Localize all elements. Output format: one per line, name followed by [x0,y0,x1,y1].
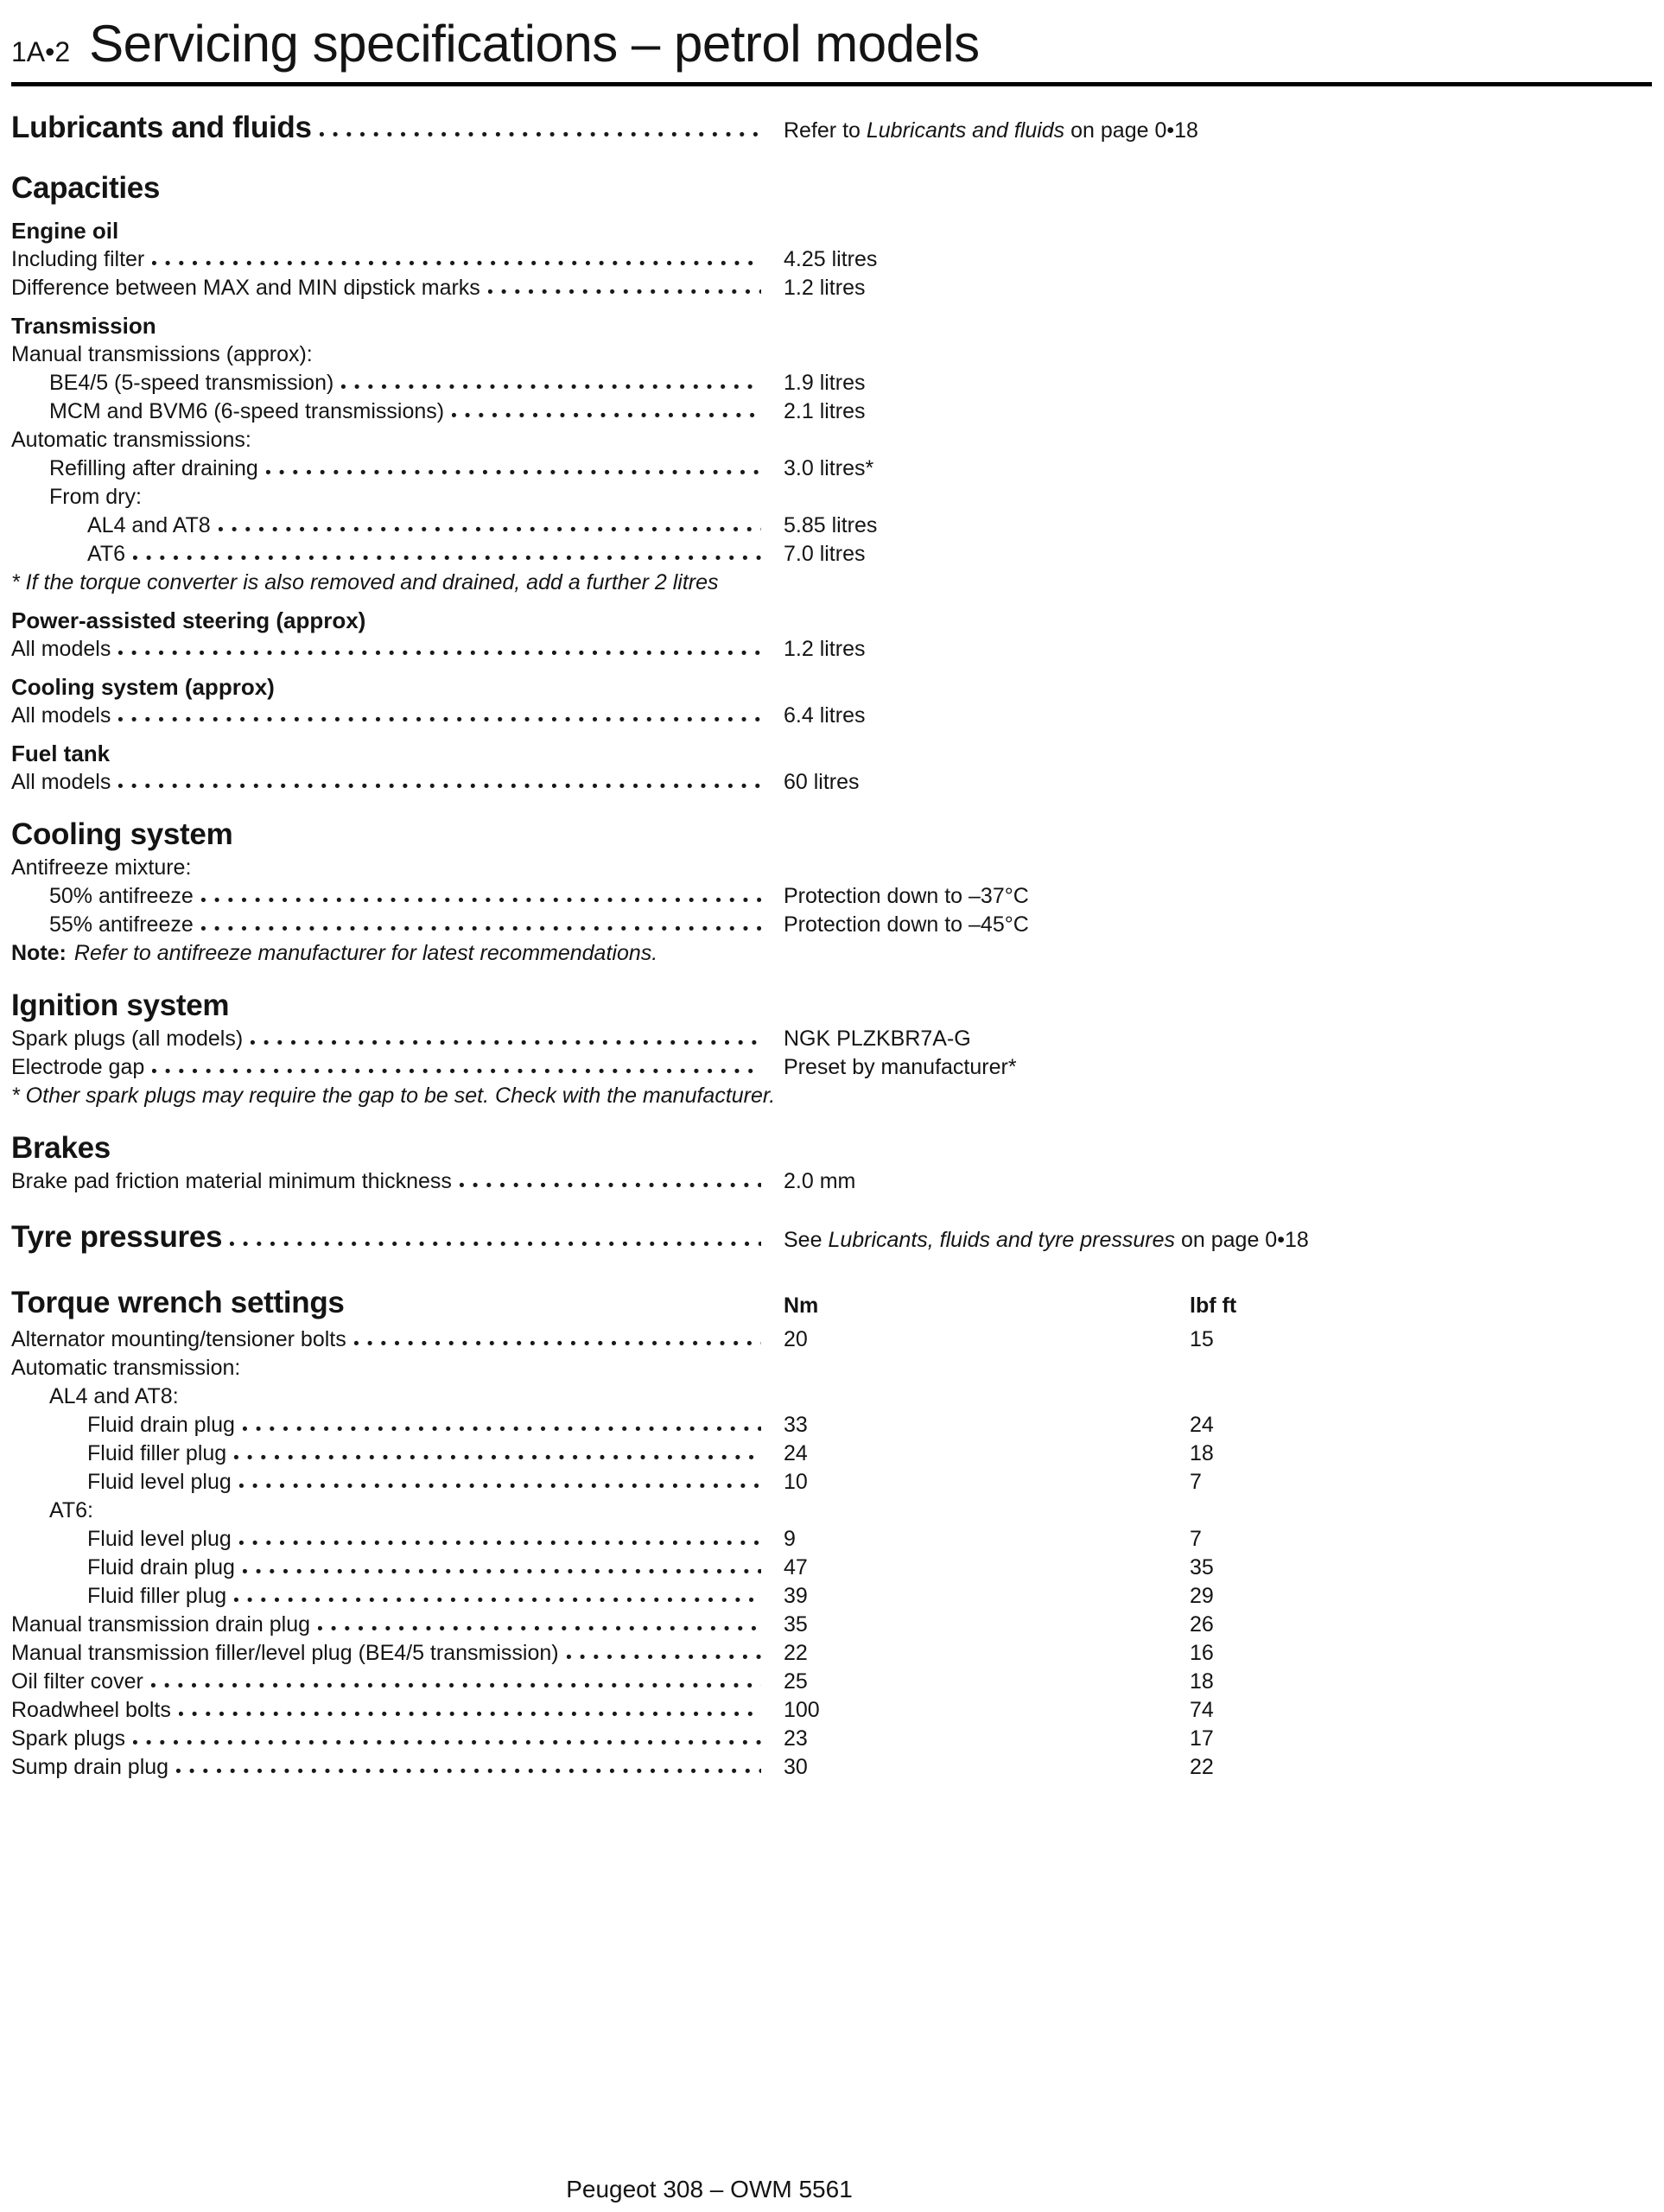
spec-label: Refilling after draining [49,456,258,480]
nm-value: 35 [784,1612,808,1637]
nm-value: 20 [784,1327,808,1351]
spec-row [11,702,1652,730]
label-zone [11,1411,784,1440]
label-zone [11,1468,784,1497]
label-zone [11,1354,784,1382]
label-zone [11,1325,784,1354]
torque-row [11,1325,1652,1354]
page-number: 1A•2 [11,36,71,67]
subsection-heading: Fuel tank [11,741,111,766]
page-title: Servicing specifications – petrol models [89,15,980,73]
leader-dots [341,384,761,390]
section-heading: Lubricants and fluids [11,111,312,144]
spec-label: Spark plugs (all models) [11,1027,244,1051]
nm-value: 100 [784,1698,820,1722]
section-heading: Brakes [11,1131,111,1165]
lbfft-value: 7 [1190,1527,1202,1551]
label-zone [11,454,784,483]
leader-dots [239,1483,761,1489]
leader-dots [320,131,761,137]
section-heading: Ignition system [11,988,230,1022]
torque-row [11,1668,1652,1696]
nm-value: 24 [784,1441,808,1465]
spec-label: All models [11,770,111,794]
lbfft-value: 17 [1190,1726,1214,1751]
label-zone [11,340,784,369]
torque-row [11,1440,1652,1468]
label-zone [11,740,784,768]
spec-row [11,108,1652,150]
spec-value: 7.0 litres [784,542,866,566]
group-label-row [11,1354,1652,1382]
label-zone [11,108,784,148]
spec-value: 3.0 litres* [784,456,874,480]
label-zone [11,607,784,635]
spec-label: All models [11,703,111,728]
leader-dots [118,783,761,789]
lbfft-column-header: lbf ft [1190,1294,1237,1318]
spec-value: Preset by manufacturer* [784,1055,1017,1079]
subsection-heading: Transmission [11,313,156,339]
leader-dots [460,1182,761,1188]
label-zone [11,274,784,302]
label-zone [11,911,784,939]
torque-label: Alternator mounting/tensioner bolts [11,1327,346,1351]
lbfft-value: 7 [1190,1470,1202,1494]
torque-row [11,1639,1652,1668]
spec-value: 60 litres [784,770,860,794]
label-zone [11,540,784,569]
spec-label: 55% antifreeze [49,912,194,937]
spec-row [11,512,1652,540]
section-heading-row [11,169,1652,207]
spec-row [11,1167,1652,1196]
torque-label: Manual transmission filler/level plug (BE4/5 transmission) [11,1641,559,1665]
group-label-row [11,340,1652,369]
footnote: * If the torque converter is also removed and drained, add a further 2 litres [11,570,719,594]
note-row [11,939,1652,968]
leader-dots [266,469,761,475]
leader-dots [234,1454,761,1460]
spec-row [11,1025,1652,1053]
subsection-heading-row [11,217,1652,245]
subsection-heading-row [11,312,1652,340]
label-zone [11,1639,784,1668]
spec-row [11,540,1652,569]
section-heading: Capacities [11,171,161,205]
section-heading: Cooling system [11,817,233,851]
leader-dots [219,526,761,532]
spec-value: 6.4 litres [784,703,866,728]
torque-heading: Torque wrench settings [11,1286,345,1319]
spec-value [784,111,1198,150]
group-label: Manual transmissions (approx): [11,342,313,366]
lbfft-value: 18 [1190,1441,1214,1465]
torque-row [11,1411,1652,1440]
label-zone [11,1497,784,1525]
leader-dots [239,1540,761,1546]
spec-value: 1.2 litres [784,637,866,661]
subsection-heading: Engine oil [11,218,119,244]
label-zone [11,1525,784,1554]
spec-row [11,454,1652,483]
spec-row [11,1053,1652,1082]
leader-dots [243,1426,761,1432]
leader-dots [230,1241,761,1247]
spec-value: 1.9 litres [784,371,866,395]
label-zone [11,702,784,730]
spec-row [11,245,1652,274]
lbfft-value: 16 [1190,1641,1214,1665]
leader-dots [176,1768,761,1774]
label-zone [11,854,784,882]
section-heading-row [11,987,1652,1025]
leader-dots [151,1682,761,1688]
subsection-heading: Power-assisted steering (approx) [11,607,366,633]
torque-row [11,1611,1652,1639]
lbfft-value: 22 [1190,1755,1214,1779]
lbfft-value: 18 [1190,1669,1214,1694]
value-text: on page 0•18 [1175,1228,1309,1252]
label-zone [11,245,784,274]
spec-row [11,1217,1652,1260]
leader-dots [152,1068,761,1074]
label-zone [11,768,784,797]
lbfft-value: 29 [1190,1584,1214,1608]
label-zone [11,217,784,245]
group-label: Automatic transmissions: [11,428,251,452]
leader-dots [251,1039,761,1046]
leader-dots [133,1739,761,1745]
note-prefix: Note: [11,941,67,965]
leader-dots [179,1711,761,1717]
label-zone [11,1053,784,1082]
leader-dots [234,1597,761,1603]
label-zone [11,397,784,426]
torque-header-row [11,1283,1652,1325]
nm-value: 9 [784,1527,796,1551]
spec-label: Electrode gap [11,1055,145,1079]
spec-label: Including filter [11,247,145,271]
value-text: See [784,1228,829,1252]
spec-value: 4.25 litres [784,247,878,271]
label-zone [11,312,784,340]
section-heading-row [11,816,1652,854]
title-rule [11,82,1652,86]
footnote: * Other spark plugs may require the gap to be set. Check with the manufacturer. [11,1084,776,1108]
torque-row [11,1753,1652,1782]
torque-label: Manual transmission drain plug [11,1612,311,1637]
leader-dots [567,1654,761,1660]
label-zone [11,882,784,911]
spec-row [11,274,1652,302]
section-heading: Tyre pressures [11,1220,223,1254]
label-zone [11,1582,784,1611]
group-label-row [11,1382,1652,1411]
torque-label: Fluid level plug [87,1527,232,1551]
torque-label: Fluid filler plug [87,1584,227,1608]
torque-label: Fluid drain plug [87,1555,235,1580]
nm-value: 25 [784,1669,808,1694]
spec-value: 1.2 litres [784,276,866,300]
torque-row [11,1582,1652,1611]
leader-dots [201,897,761,903]
nm-value: 47 [784,1555,808,1580]
spec-label: Difference between MAX and MIN dipstick marks [11,276,480,300]
nm-value: 22 [784,1641,808,1665]
torque-row [11,1525,1652,1554]
spec-value [784,1220,1309,1260]
nm-value: 39 [784,1584,808,1608]
spec-row [11,369,1652,397]
spec-row [11,911,1652,939]
value-text: on page 0•18 [1064,118,1198,143]
leader-dots [152,260,761,266]
torque-row [11,1725,1652,1753]
torque-label: Fluid level plug [87,1470,232,1494]
page-header [11,14,1652,73]
spec-row [11,882,1652,911]
torque-row [11,1554,1652,1582]
lbfft-value: 35 [1190,1555,1214,1580]
torque-label: Sump drain plug [11,1755,169,1779]
spec-label: 50% antifreeze [49,884,194,908]
label-zone [11,1382,784,1411]
label-zone [11,426,784,454]
label-zone [11,512,784,540]
subsection-heading-row [11,673,1652,702]
lbfft-value: 74 [1190,1698,1214,1722]
spec-value: NGK PLZKBR7A-G [784,1027,971,1051]
spec-value: 2.0 mm [784,1169,856,1193]
leader-dots [133,555,761,561]
section-heading-row [11,1129,1652,1167]
footer-text: Peugeot 308 – OWM 5561 [566,2176,853,2202]
leader-dots [118,716,761,722]
torque-row [11,1468,1652,1497]
spec-row [11,768,1652,797]
nm-value: 23 [784,1726,808,1751]
label-zone [11,483,784,512]
nm-value: 30 [784,1755,808,1779]
group-label-row [11,854,1652,882]
nm-value: 10 [784,1470,808,1494]
value-italic-text: Lubricants and fluids [866,118,1065,143]
label-zone [11,673,784,702]
group-label: AL4 and AT8: [49,1384,179,1408]
label-zone [11,1283,784,1323]
group-label-row [11,1497,1652,1525]
spec-row [11,635,1652,664]
label-zone [11,1554,784,1582]
group-label: Automatic transmission: [11,1356,241,1380]
label-zone [11,1440,784,1468]
spec-label: MCM and BVM6 (6-speed transmissions) [49,399,445,423]
leader-dots [243,1568,761,1574]
group-label: AT6: [49,1498,93,1522]
label-zone [11,1753,784,1782]
leader-dots [452,412,761,418]
group-label: Antifreeze mixture: [11,855,192,880]
leader-dots [354,1340,761,1346]
subsection-heading-row [11,740,1652,768]
spec-label: Brake pad friction material minimum thickness [11,1169,452,1193]
spec-label: AL4 and AT8 [87,513,211,537]
label-zone [11,1668,784,1696]
subsection-heading-row [11,607,1652,635]
torque-label: Spark plugs [11,1726,126,1751]
nm-value: 33 [784,1413,808,1437]
label-zone [11,1167,784,1196]
leader-dots [488,289,761,295]
label-zone [11,1025,784,1053]
subsection-heading: Cooling system (approx) [11,674,275,700]
lbfft-value: 26 [1190,1612,1214,1637]
label-zone [11,1217,784,1257]
torque-label: Fluid drain plug [87,1413,235,1437]
note-text: Refer to antifreeze manufacturer for latest recommendations. [73,941,658,965]
spec-label: BE4/5 (5-speed transmission) [49,371,334,395]
lbfft-value: 24 [1190,1413,1214,1437]
label-zone [11,1696,784,1725]
value-text: Refer to [784,118,867,143]
label-zone [11,369,784,397]
spec-value: 5.85 litres [784,513,878,537]
label-zone [11,1611,784,1639]
group-label-row [11,483,1652,512]
torque-label: Fluid filler plug [87,1441,227,1465]
spec-row [11,397,1652,426]
leader-dots [318,1625,761,1631]
group-label: From dry: [49,485,142,509]
torque-label: Oil filter cover [11,1669,143,1694]
leader-dots [118,650,761,656]
spec-value: 2.1 litres [784,399,866,423]
spec-label: All models [11,637,111,661]
spec-value: Protection down to –45°C [784,912,1029,937]
lbfft-value: 15 [1190,1327,1214,1351]
spec-value: Protection down to –37°C [784,884,1029,908]
group-label-row [11,426,1652,454]
torque-label: Roadwheel bolts [11,1698,171,1722]
label-zone [11,635,784,664]
label-zone [11,1725,784,1753]
leader-dots [201,925,761,931]
torque-row [11,1696,1652,1725]
nm-column-header: Nm [784,1294,819,1318]
value-italic-text: Lubricants, fluids and tyre pressures [828,1228,1176,1252]
spec-label: AT6 [87,542,125,566]
